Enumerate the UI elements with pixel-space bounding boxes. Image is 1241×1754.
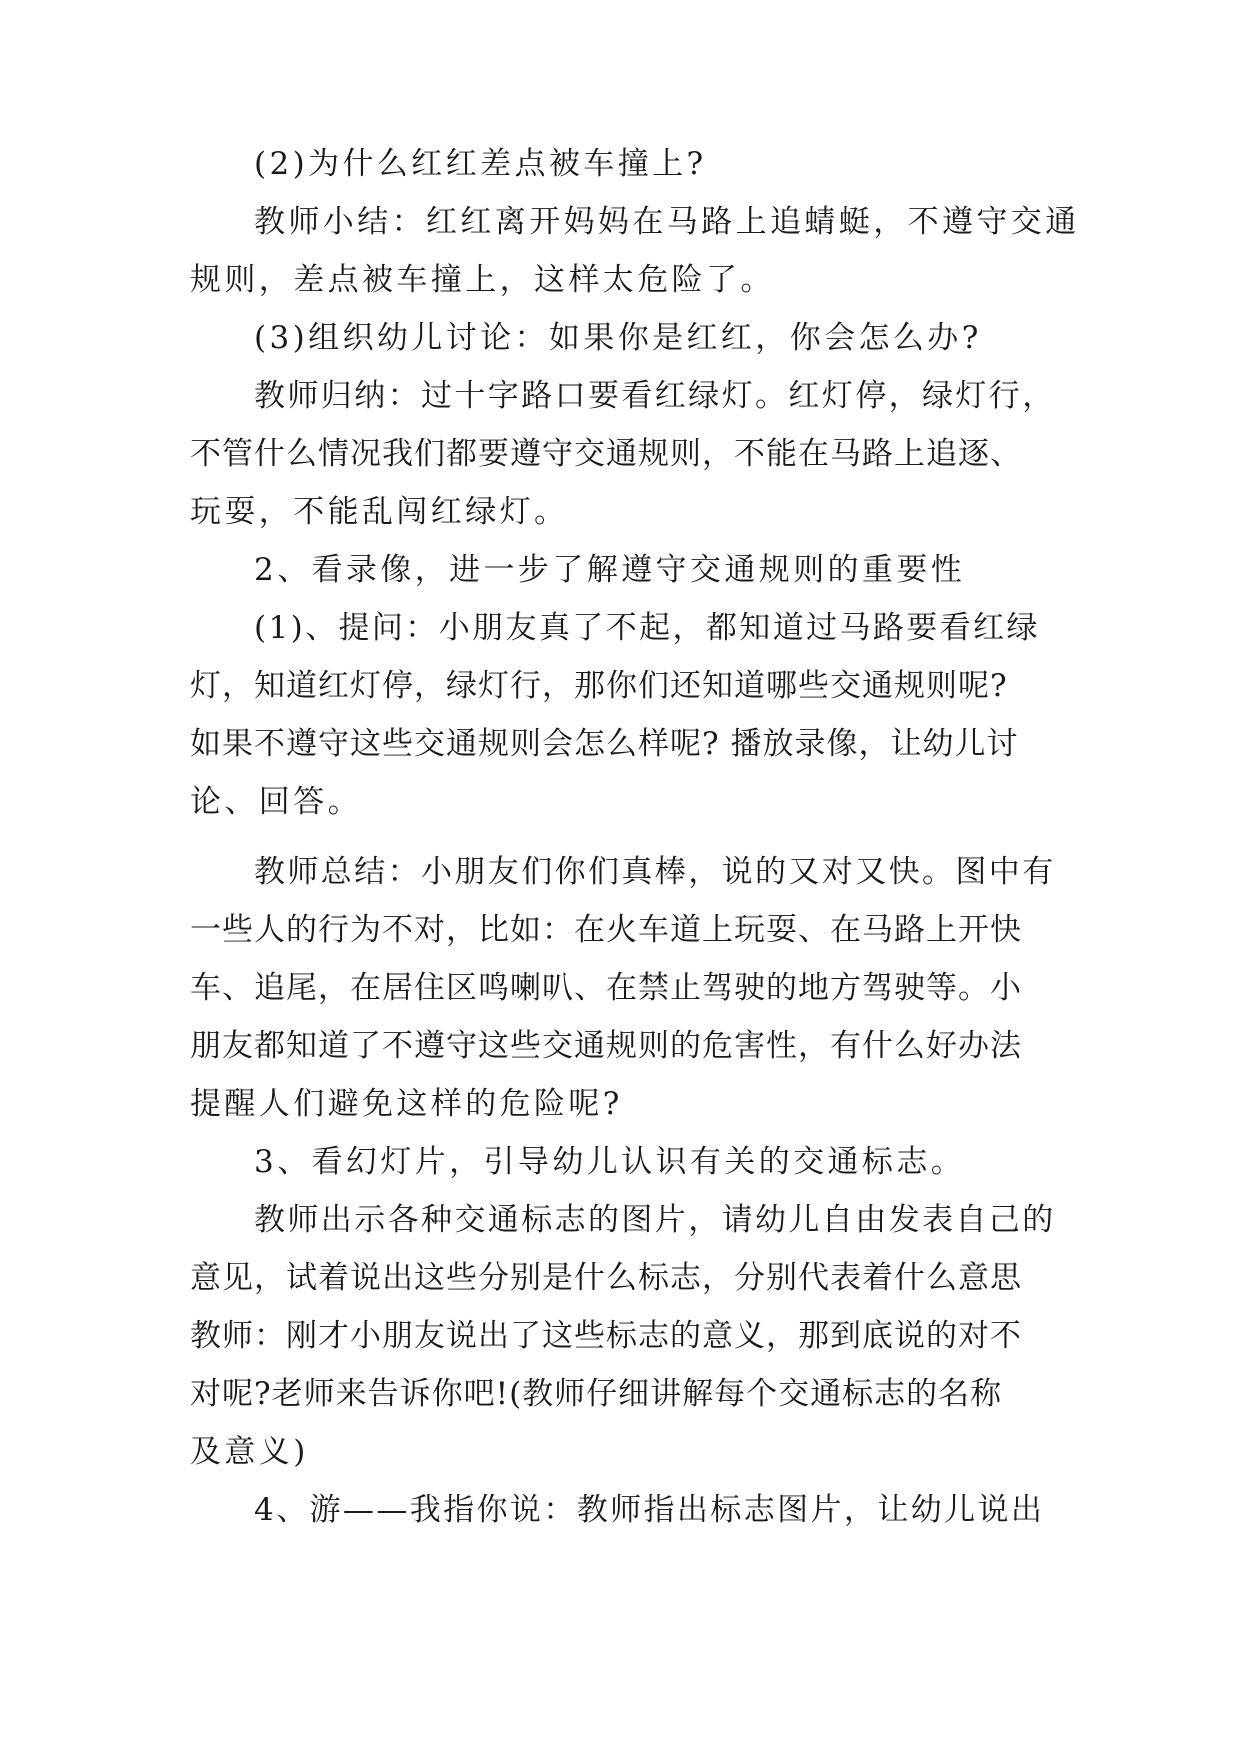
text-line: 教师：刚才小朋友说出了这些标志的意义，那到底说的对不: [190, 1318, 1022, 1354]
text-line: 车、追尾，在居住区鸣喇叭、在禁止驾驶的地方驾驶等。小: [190, 970, 1022, 1006]
text-line: 3、看幻灯片，引导幼儿认识有关的交通标志。: [254, 1144, 966, 1180]
text-line: (3)组织幼儿讨论：如果你是红红，你会怎么办?: [254, 320, 982, 356]
text-line: 教师归纳：过十字路口要看红绿灯。红灯停，绿灯行，: [254, 378, 1056, 414]
text-line: (1)、提问：小朋友真了不起，都知道过马路要看红绿: [254, 610, 1040, 646]
text-line: 规则，差点被车撞上，这样太危险了。: [190, 262, 775, 298]
text-line: (2)为什么红红差点被车撞上?: [254, 146, 707, 182]
text-line: 如果不遵守这些交通规则会怎么样呢? 播放录像，让幼儿讨: [190, 726, 1019, 762]
text-line: 论、回答。: [190, 784, 362, 820]
text-line: 教师小结：红红离开妈妈在马路上追蜻蜓，不遵守交通: [254, 204, 1080, 240]
text-line: 灯，知道红灯停，绿灯行，那你们还知道哪些交通规则呢?: [190, 668, 1008, 704]
text-line: 2、看录像，进一步了解遵守交通规则的重要性: [254, 552, 966, 588]
text-line: 意见，试着说出这些分别是什么标志，分别代表着什么意思: [190, 1260, 1022, 1296]
text-line: 4、游——我指你说：教师指出标志图片，让幼儿说出: [254, 1492, 1045, 1528]
text-line: 教师总结：小朋友们你们真棒，说的又对又快。图中有: [254, 854, 1056, 890]
text-line: 不管什么情况我们都要遵守交通规则，不能在马路上追逐、: [190, 436, 1022, 472]
text-line: 对呢?老师来告诉你吧!(教师仔细讲解每个交通标志的名称: [190, 1376, 1003, 1412]
text-line: 及意义): [190, 1434, 309, 1470]
text-line: 教师出示各种交通标志的图片，请幼儿自由发表自己的: [254, 1202, 1056, 1238]
text-line: 一些人的行为不对，比如：在火车道上玩耍、在马路上开快: [190, 912, 1022, 948]
text-line: 朋友都知道了不遵守这些交通规则的危害性，有什么好办法: [190, 1028, 1022, 1064]
text-line: 提醒人们避免这样的危险呢?: [190, 1086, 623, 1122]
text-line: 玩耍，不能乱闯红绿灯。: [190, 494, 569, 530]
